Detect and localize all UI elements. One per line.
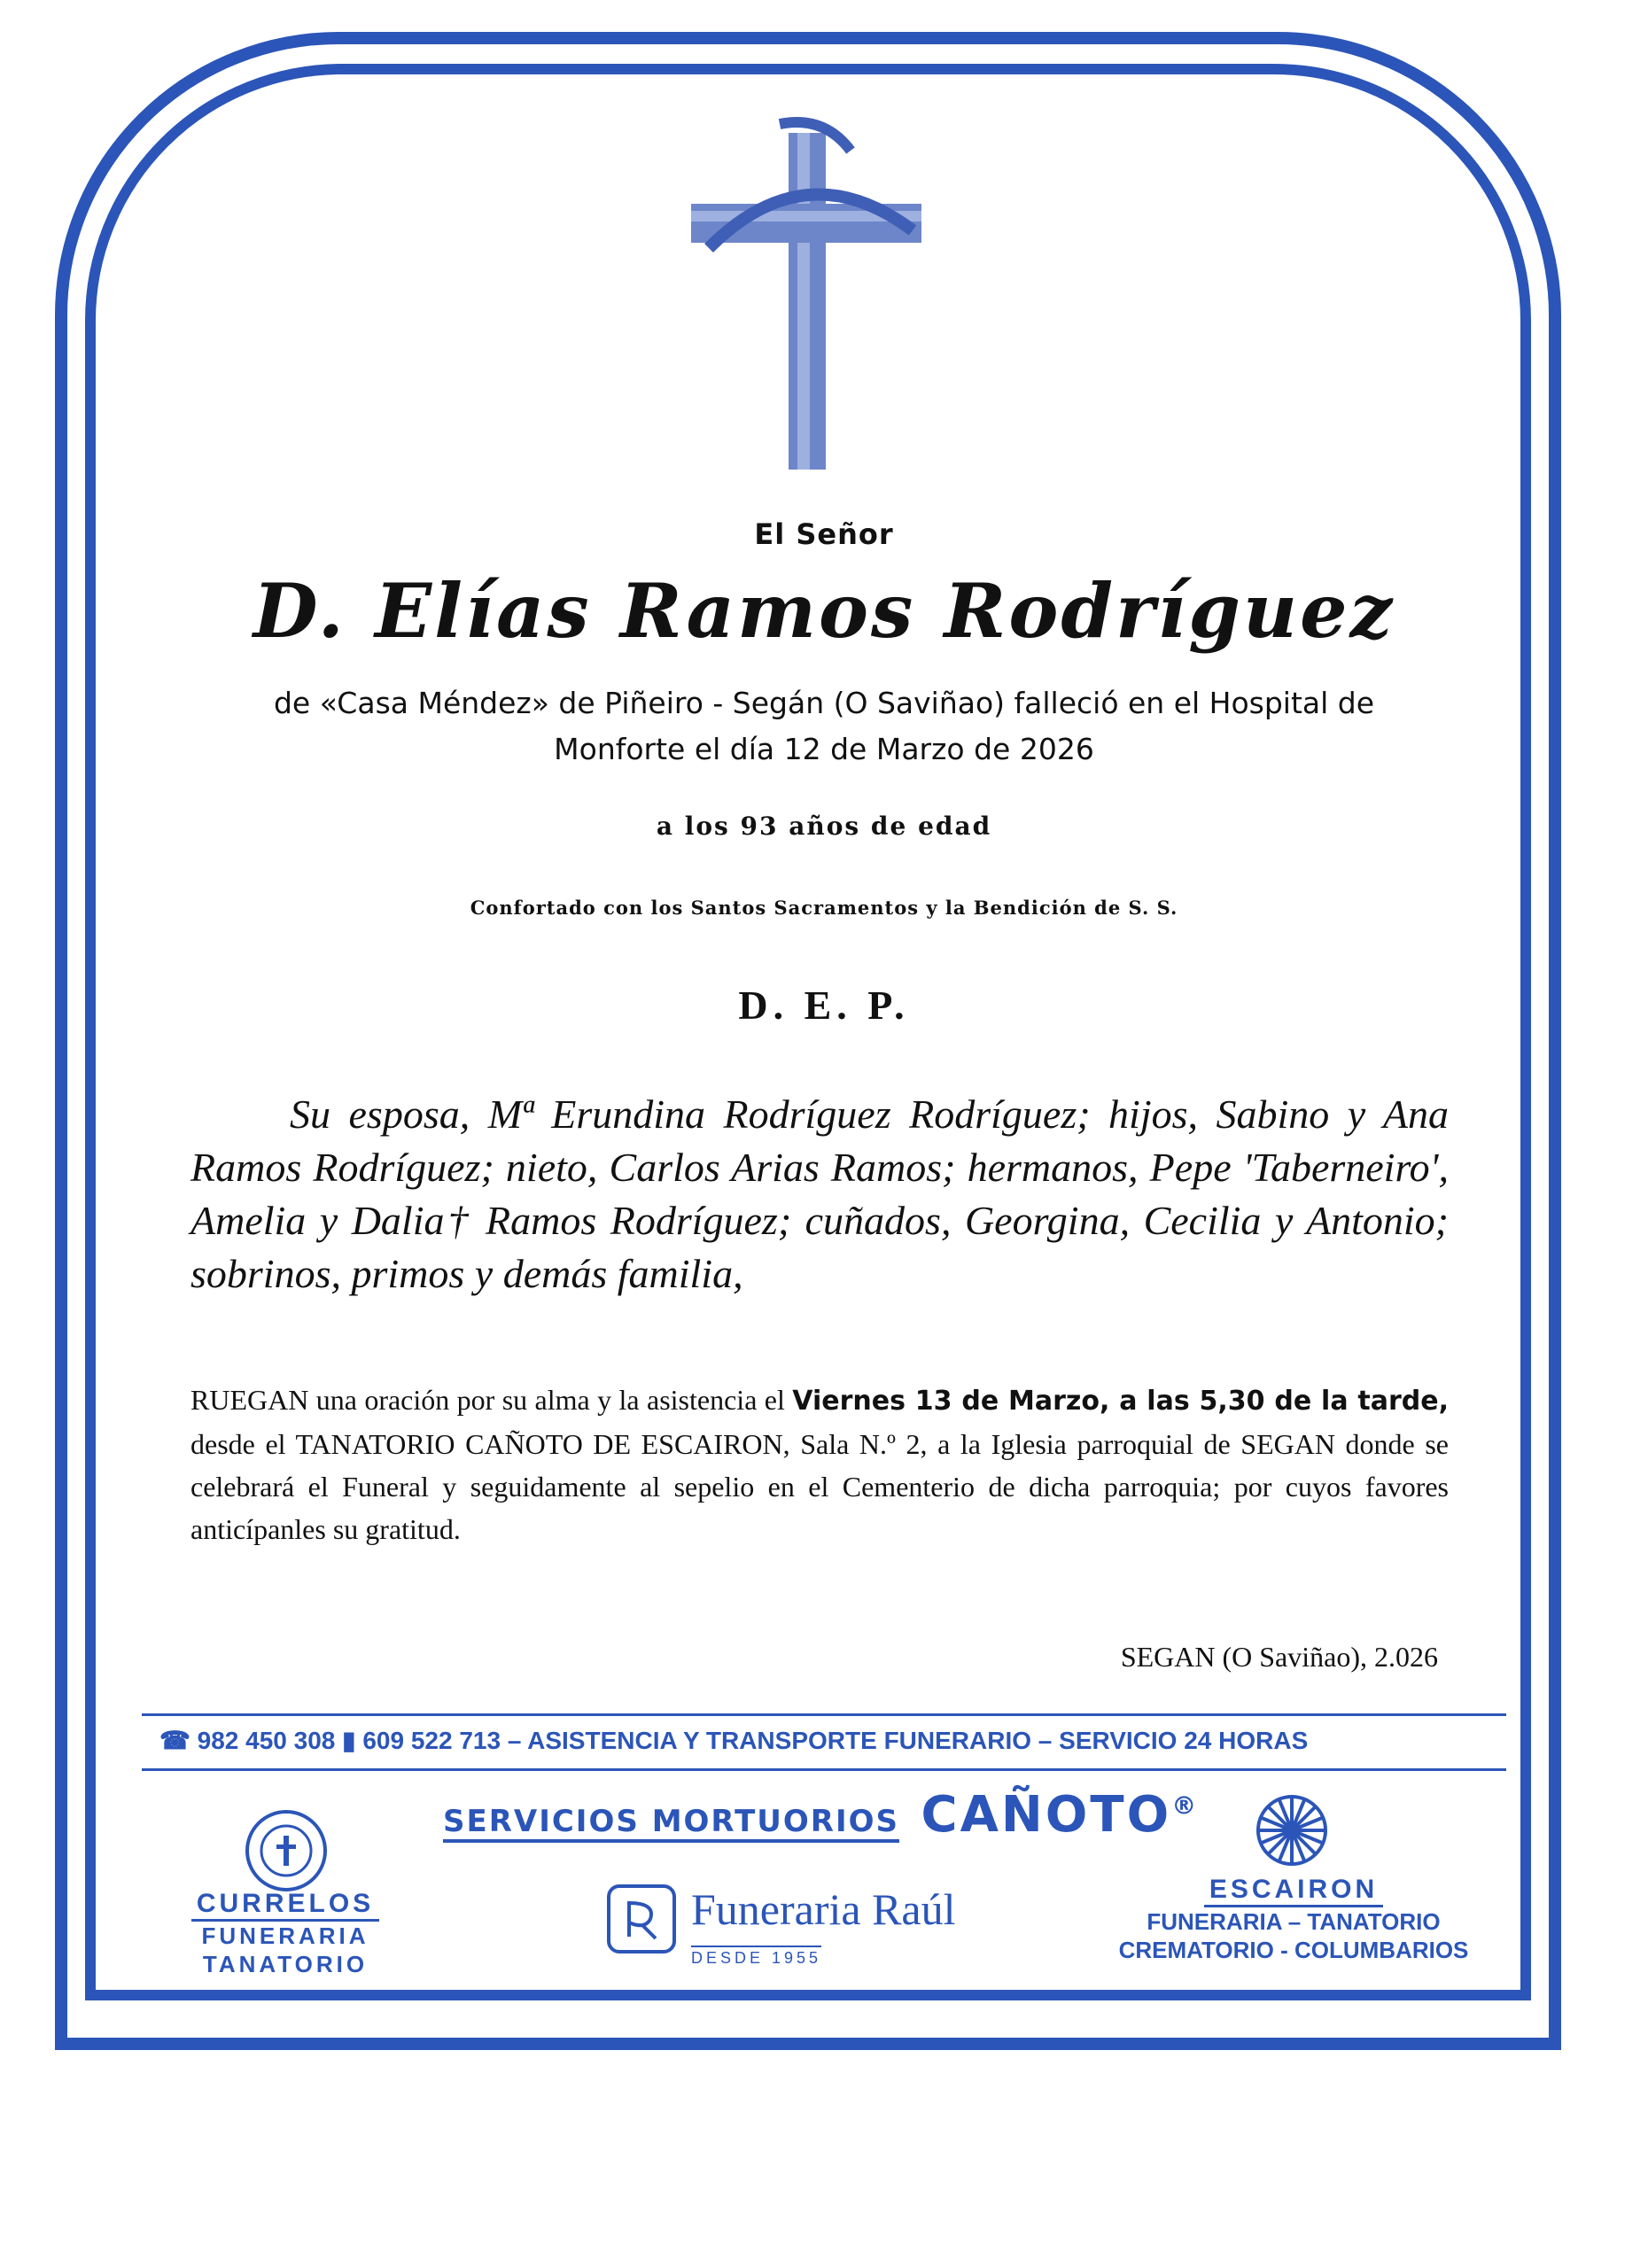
ruegan-date-time: Viernes 13 de Marzo, a las 5,30 de la tarde, <box>792 1386 1450 1417</box>
phone-line: ☎ 982 450 308 ▮ 609 522 713 – ASISTENCIA Y TRANSPORTE FUNERARIO – SERVICIO 24 HORAS <box>159 1727 1309 1754</box>
divider-top <box>142 1713 1506 1716</box>
currelos-sub-1: FUNERARIA <box>201 1922 369 1949</box>
cross-icon <box>673 115 939 487</box>
ruegan-paragraph <box>190 1379 1449 1550</box>
registered-mark: ® <box>1171 1790 1200 1821</box>
age-line: a los 93 años de edad <box>656 812 992 841</box>
escairon-block <box>1099 1875 1489 1964</box>
raul-since: DESDE 1955 <box>691 1946 821 1968</box>
escairon-sub-2: CREMATORIO - COLUMBARIOS <box>1118 1937 1469 1963</box>
brand-row <box>443 1786 1199 1844</box>
honorific: El Señor <box>754 517 894 551</box>
brand-canoto-name: CAÑOTO <box>921 1786 1172 1844</box>
raul-name: Funeraria Raúl <box>691 1884 956 1934</box>
raul-block <box>606 1884 956 1967</box>
sacraments-line: Confortado con los Santos Sacramentos y la Bendición de S. S. <box>470 897 1178 919</box>
brand-canoto <box>921 1786 1199 1844</box>
deceased-name: D. Elías Ramos Rodríguez <box>253 567 1395 655</box>
divider-bottom <box>142 1768 1506 1771</box>
raul-logo-icon <box>606 1884 677 1954</box>
escairon-sub-1: FUNERARIA – TANATORIO <box>1147 1908 1441 1935</box>
death-details <box>142 680 1506 773</box>
ruegan-text-1: una oración por su alma y la asistencia el <box>308 1384 793 1416</box>
death-details-line-1: de «Casa Méndez» de Piñeiro - Segán (O Saviñao) falleció en el Hospital de <box>273 686 1375 720</box>
currelos-sub-2: TANATORIO <box>202 1951 369 1977</box>
currelos-seal-icon <box>245 1809 328 1892</box>
death-details-line-2: Monforte el día 12 de Marzo de 2026 <box>554 732 1094 766</box>
brand-services: SERVICIOS MORTUORIOS <box>443 1804 899 1843</box>
currelos-title: CURRELOS <box>191 1889 379 1922</box>
escairon-wheel-icon <box>1255 1793 1329 1868</box>
family-paragraph: Su esposa, Mª Erundina Rodríguez Rodríguez; hijos, Sabino y Ana Ramos Rodríguez; nieto, Carlos Arias Ramos; hermanos, Pepe 'Taberneiro', Amelia y Dalia† Ramos Rodríguez; cuñados, Georgina, Cecilia y Antonio; sobrinos, primos y demás familia, <box>190 1091 1449 1296</box>
ruegan-lead: RUEGAN <box>190 1384 309 1416</box>
escairon-title: ESCAIRON <box>1204 1875 1383 1907</box>
rip-line: D. E. P. <box>738 983 910 1028</box>
place-date: SEGAN (O Saviñao), 2.026 <box>1120 1641 1438 1673</box>
ruegan-text-2: desde el TANATORIO CAÑOTO DE ESCAIRON, Sala N.º 2, a la Iglesia parroquial de SEGAN donde se celebrará el Funeral y seguidamente al sepelio en el Cementerio de dicha parroquia; por cuyos favores anticípanles su gratitud. <box>190 1428 1449 1545</box>
currelos-block <box>151 1889 420 1978</box>
